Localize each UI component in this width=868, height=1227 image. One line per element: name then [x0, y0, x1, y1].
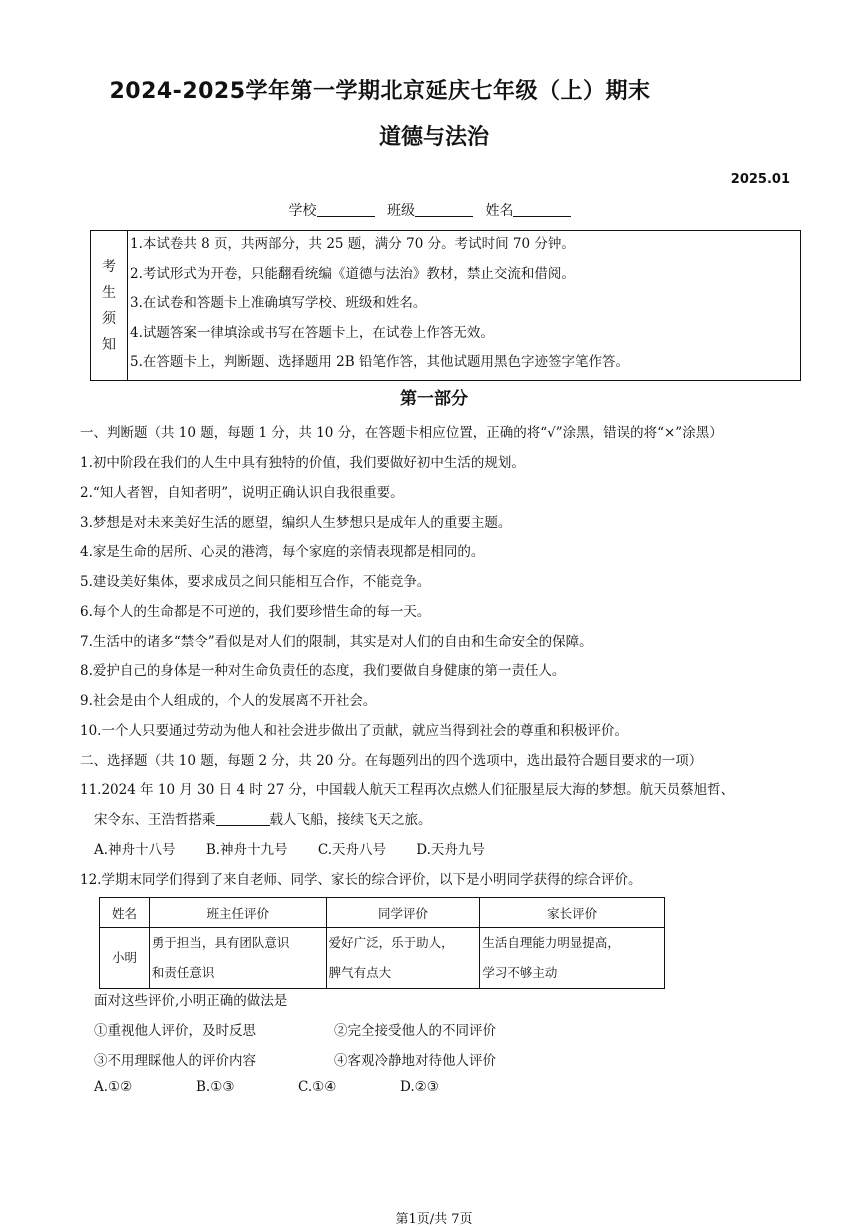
notice-label-char: 考 [102, 258, 116, 275]
name-label: 姓名 [485, 203, 514, 219]
judge-question-10: 10.一个人只要通过劳动为他人和社会进步做出了贡献，就应当得到社会的尊重和积极评价。 [80, 723, 628, 739]
table-row [100, 928, 665, 989]
notice-label-char: 生 [102, 284, 116, 301]
section2-heading: 二、选择题（共 10 题，每题 2 分，共 20 分。在每题列出的四个选项中，选出最符合题目要求的一项） [80, 753, 703, 769]
option-a[interactable]: A.神舟十八号 [94, 842, 176, 858]
classmate-eval-line: 爱好广泛，乐于助人， [328, 935, 454, 950]
judge-question-9: 9.社会是由个人组成的，个人的发展离不开社会。 [80, 693, 377, 709]
question-11-blank [216, 812, 270, 826]
parent-eval-line: 学习不够主动 [482, 965, 558, 980]
option-b[interactable]: B.神舟十九号 [205, 842, 288, 858]
judge-question-8: 8.爱护自己的身体是一种对生命负责任的态度，我们要做自身健康的第一责任人。 [80, 663, 566, 679]
choice-2: ②完全接受他人的不同评价 [334, 1023, 496, 1039]
parent-eval-cell [480, 928, 665, 989]
student-name-cell: 小明 [100, 928, 150, 989]
judge-question-7: 7.生活中的诸多“禁令”看似是对人们的限制，其实是对人们的自由和生命安全的保障。 [80, 634, 593, 650]
question-12-choices-row2 [94, 1049, 496, 1069]
table-header-cell: 姓名 [100, 898, 150, 928]
teacher-eval-line: 和责任意识 [151, 965, 215, 980]
notice-label [91, 231, 128, 380]
notice-label-char: 须 [102, 310, 116, 327]
question-11-line2 [94, 808, 432, 828]
school-blank[interactable] [317, 203, 375, 217]
option-d[interactable]: D.②③ [400, 1079, 439, 1095]
question-11-options [94, 838, 511, 858]
option-b[interactable]: B.①③ [196, 1079, 235, 1095]
question-12-stem: 12.学期末同学们得到了来自老师、同学、家长的综合评价，以下是小明同学获得的综合评价。 [80, 872, 642, 888]
judge-question-6: 6.每个人的生命都是不可逆的，我们要珍惜生命的每一天。 [80, 604, 431, 620]
section1-heading: 一、判断题（共 10 题，每题 1 分，共 10 分，在答题卡相应位置，正确的将“√”涂黑，错误的将“×”涂黑） [80, 425, 723, 441]
student-info-line [0, 200, 868, 220]
teacher-eval-cell [149, 928, 326, 989]
school-label: 学校 [288, 203, 317, 219]
question-11-text-b: 载人飞船，接续飞天之旅。 [269, 812, 432, 828]
option-a[interactable]: A.①② [94, 1079, 133, 1095]
choice-1: ①重视他人评价，及时反思 [94, 1023, 256, 1039]
evaluation-table [99, 897, 665, 989]
class-label: 班级 [387, 203, 415, 219]
choice-4: ④客观冷静地对待他人评价 [334, 1053, 496, 1069]
judge-question-2: 2.“知人者智，自知者明”，说明正确认识自我很重要。 [80, 485, 404, 501]
notice-item: 3.在试卷和答题卡上准确填写学校、班级和姓名。 [130, 295, 427, 311]
table-header-cell: 家长评价 [480, 898, 665, 928]
exam-title: 2024-2025学年第一学期北京延庆七年级（上）期末 [109, 79, 651, 104]
option-d[interactable]: D.天舟九号 [416, 842, 485, 858]
class-blank[interactable] [415, 203, 473, 217]
question-11-line1: 11.2024 年 10 月 30 日 4 时 27 分，中国载人航天工程再次点燃人们征服星辰大海的梦想。航天员蔡旭哲、 [80, 782, 735, 798]
option-c[interactable]: C.①④ [298, 1079, 337, 1095]
subject-title: 道德与法治 [378, 125, 489, 150]
part-title: 第一部分 [400, 389, 468, 409]
notice-item: 4.试题答案一律填涂或书写在答题卡上，在试卷上作答无效。 [130, 324, 494, 341]
teacher-eval-line: 勇于担当，具有团队意识 [151, 935, 290, 950]
notice-items [128, 231, 800, 380]
question-12-choices-row1 [94, 1019, 496, 1039]
question-11-text-a: 宋令东、王浩哲搭乘 [94, 812, 216, 828]
judge-question-3: 3.梦想是对未来美好生活的愿望，编织人生梦想只是成年人的重要主题。 [80, 515, 512, 531]
question-12-options [94, 1079, 439, 1095]
name-blank[interactable] [513, 203, 571, 217]
notice-item: 2.考试形式为开卷，只能翻看统编《道德与法治》教材，禁止交流和借阅。 [130, 265, 575, 282]
choice-3: ③不用理睬他人的评价内容 [94, 1053, 256, 1069]
classmate-eval-line: 脾气有点大 [328, 965, 392, 980]
notice-item: 5.在答题卡上，判断题、选择题用 2B 铅笔作答，其他试题用黑色字迹签字笔作答。 [130, 354, 629, 370]
page-footer: 第1页/共 7页 [395, 1212, 473, 1227]
judge-question-4: 4.家是生命的居所、心灵的港湾，每个家庭的亲情表现都是相同的。 [80, 544, 485, 560]
question-12-prompt: 面对这些评价,小明正确的做法是 [94, 993, 288, 1009]
exam-notice-box [90, 230, 801, 381]
notice-label-char: 知 [102, 336, 116, 353]
table-header-row [100, 898, 665, 928]
option-c[interactable]: C.天舟八号 [317, 842, 386, 858]
classmate-eval-cell [326, 928, 480, 989]
parent-eval-line: 生活自理能力明显提高， [482, 935, 620, 950]
table-header-cell: 同学评价 [326, 898, 480, 928]
judge-question-5: 5.建设美好集体，要求成员之间只能相互合作，不能竞争。 [80, 574, 431, 590]
judge-question-1: 1.初中阶段在我们的人生中具有独特的价值，我们要做好初中生活的规划。 [80, 455, 525, 471]
notice-item: 1.本试卷共 8 页，共两部分，共 25 题，满分 70 分。考试时间 70 分钟。 [130, 236, 575, 252]
table-header-cell: 班主任评价 [149, 898, 326, 928]
exam-date: 2025.01 [730, 172, 790, 187]
